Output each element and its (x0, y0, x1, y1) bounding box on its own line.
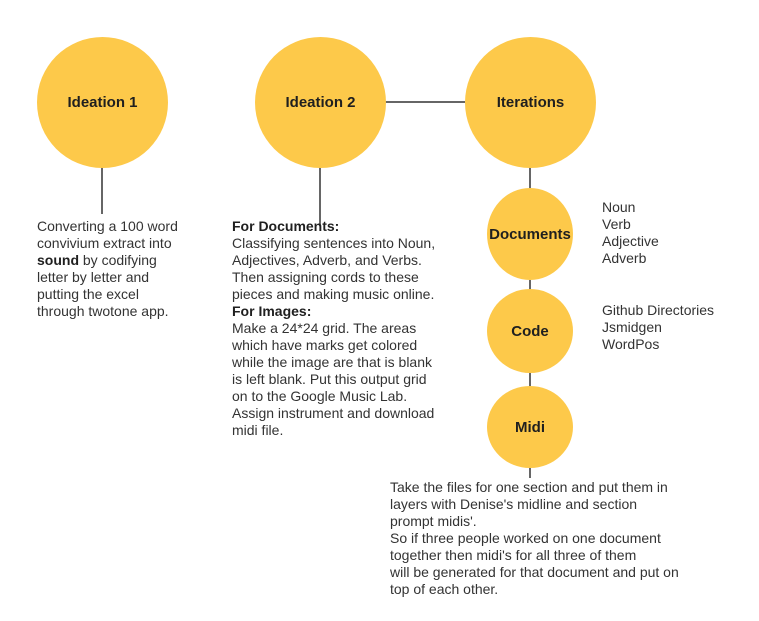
documents-line: pieces and making music online. (232, 286, 435, 302)
node-ideation-2 (255, 37, 386, 168)
midi-line: layers with Denise's midline and section (390, 496, 638, 512)
node-ideation-1-label: Ideation 1 (67, 94, 138, 111)
ideation-1-sound-bold: sound (37, 252, 79, 268)
for-images-heading: For Images: (232, 303, 312, 319)
ideation-2-description (232, 218, 472, 439)
documents-list-item: Noun (602, 199, 636, 215)
documents-line: Then assigning cords to these (232, 269, 419, 285)
ideation-1-line-4: letter by letter and (37, 269, 150, 285)
images-line: while the image are that is blank (232, 354, 432, 370)
ideation-1-line-6: through twotone app. (37, 303, 169, 319)
documents-line: Adjectives, Adverb, and Verbs. (232, 252, 422, 268)
node-iterations-label: Iterations (496, 94, 565, 111)
images-line: which have marks get colored (232, 337, 418, 353)
node-midi-label: Midi (515, 418, 545, 436)
node-iterations (465, 37, 596, 168)
ideation-1-line-2: convivium extract into (37, 235, 172, 251)
ideation-1-line-1: Converting a 100 word (37, 218, 178, 234)
midi-line: together then midi's for all three of them (390, 547, 637, 563)
code-list (602, 302, 757, 353)
code-list-item: Jsmidgen (602, 319, 662, 335)
images-line: Make a 24*24 grid. The areas (232, 320, 417, 336)
for-documents-heading: For Documents: (232, 218, 340, 234)
node-documents (487, 188, 573, 280)
node-code (487, 289, 573, 373)
ideation-1-description (37, 218, 217, 320)
images-line: Assign instrument and download (232, 405, 435, 421)
midi-line: top of each other. (390, 581, 499, 597)
ideation-1-line-3-rest: by codifying (79, 252, 157, 268)
documents-list-item: Adverb (602, 250, 647, 266)
documents-line: Classifying sentences into Noun, (232, 235, 436, 251)
midi-line: prompt midis'. (390, 513, 477, 529)
node-ideation-2-label: Ideation 2 (285, 94, 356, 111)
documents-list (602, 199, 752, 267)
midi-description (390, 479, 730, 598)
node-ideation-1 (37, 37, 168, 168)
code-list-item: WordPos (602, 336, 660, 352)
node-code-label: Code (511, 322, 549, 340)
midi-line: So if three people worked on one document (390, 530, 661, 546)
documents-list-item: Verb (602, 216, 631, 232)
images-line: on to the Google Music Lab. (232, 388, 408, 404)
midi-line: will be generated for that document and put on (390, 564, 679, 580)
midi-line: Take the files for one section and put them in (390, 479, 668, 495)
node-midi (487, 386, 573, 468)
node-documents-label: Documents (489, 225, 571, 243)
code-list-item: Github Directories (602, 302, 715, 318)
images-line: midi file. (232, 422, 284, 438)
images-line: is left blank. Put this output grid (232, 371, 427, 387)
ideation-1-line-5: putting the excel (37, 286, 139, 302)
documents-list-item: Adjective (602, 233, 659, 249)
ideation-1-line-3 (37, 252, 217, 269)
